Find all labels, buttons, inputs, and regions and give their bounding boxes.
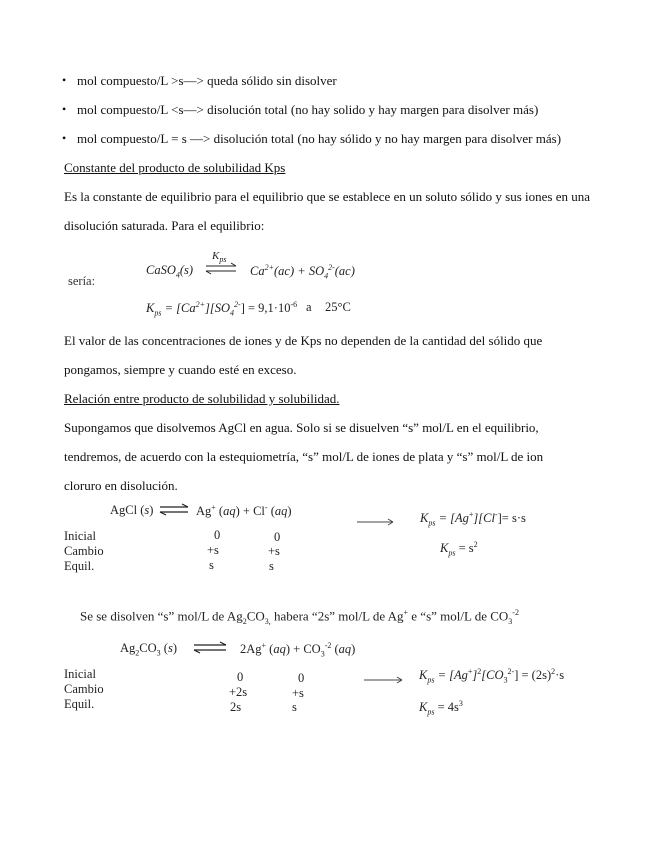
row-label: Cambio <box>64 682 104 696</box>
arrow-label: $K_{ps}$ <box>212 250 227 265</box>
kps-result: $K_{ps} = 4s^3$ <box>419 699 463 717</box>
table-cell: s <box>292 700 297 714</box>
agcl-products: Ag+ (aq) + Cl- (aq) <box>196 503 292 519</box>
paragraph-line: cloruro en disolución. <box>64 478 178 493</box>
bullet-item: mol compuesto/L >s—> queda sólido sin disolver <box>77 73 337 88</box>
paragraph-line: tendremos, de acuerdo con la estequiometría, “s” mol/L de iones de plata y “s” mol/L de ion <box>64 449 544 464</box>
table-cell: 0 <box>298 671 305 685</box>
paragraph-line: Supongamos que disolvemos AgCl en agua. Solo si se disuelven “s” mol/L en el equilibrio, <box>64 420 539 435</box>
reactant: CaSO$_4$(s) <box>146 263 194 280</box>
right-arrow <box>357 518 397 526</box>
table-cell: s <box>269 559 274 573</box>
kps-temp: 25°C <box>325 300 351 314</box>
bullet-marker: • <box>62 102 67 116</box>
row-label: Equil. <box>64 559 95 573</box>
section-heading: Relación entre producto de solubilidad y solubilidad. <box>64 391 340 406</box>
row-label: Inicial <box>64 667 96 681</box>
bullet-item: mol compuesto/L = s —> disolución total (no hay sólido y no hay margen para disolver más) <box>77 131 562 146</box>
equilibrium-arrow <box>160 505 190 515</box>
equilibrium-arrow <box>206 264 238 274</box>
table-cell: +2s <box>229 685 248 699</box>
products: $Ca^{2+}(ac) + SO_4^{2-}(ac)$ <box>250 263 355 281</box>
row-label: Inicial <box>64 529 96 543</box>
seria-label: sería: <box>68 274 96 288</box>
kps-result: $K_{ps} = s^2$ <box>440 540 478 558</box>
table-cell: +s <box>268 544 280 558</box>
paragraph-line: disolución saturada. Para el equilibrio: <box>64 218 265 233</box>
ag2co3-reactant: $Ag_2CO_3$ (s) <box>120 641 177 658</box>
agcl-reactant: AgCl (s) <box>110 503 154 517</box>
figure-caption: Se se disolven “s” mol/L de $Ag_2CO_{3,}$ habera “2s” mol/L de Ag+ e “s” mol/L de $CO_3^{-2}$ <box>80 608 519 626</box>
table-cell: 0 <box>237 670 244 684</box>
table-cell: +s <box>292 686 304 700</box>
bullet-item: mol compuesto/L <s—> disolución total (no hay solido y hay margen para disolver más) <box>77 102 539 117</box>
ag2co3-products: 2Ag+ $(aq) + CO_3^{-2}$ (aq) <box>240 641 356 659</box>
table-cell: 2s <box>230 700 242 714</box>
bullet-marker: • <box>62 73 67 87</box>
kps-expression: $K_{ps} = [Ag^+]^2[CO_3^{2-}] = (2s)^2\cdot s$ <box>419 667 565 685</box>
kps-expression: $K_{ps} = [Ca^{2+}][SO_4^{2-}] = 9,1\cdot 10^{-6}$ <box>146 300 298 318</box>
bullet-marker: • <box>62 131 67 145</box>
row-label: Cambio <box>64 544 104 558</box>
table-cell: +s <box>207 543 219 557</box>
paragraph-line: Es la constante de equilibrio para el equilibrio que se establece en un soluto sólido y sus iones en una <box>64 189 591 204</box>
table-cell: s <box>209 558 214 572</box>
paragraph-line: El valor de las concentraciones de iones y de Kps no dependen de la cantidad del sólido que <box>64 333 543 348</box>
paragraph-line: pongamos, siempre y cuando esté en exceso. <box>64 362 297 377</box>
section-heading: Constante del producto de solubilidad Kps <box>64 160 286 175</box>
kps-expression: $K_{ps} = [Ag^+][Cl^-]= s\cdot s$ <box>420 510 526 528</box>
table-cell: 0 <box>274 530 281 544</box>
equilibrium-arrow <box>194 643 228 653</box>
table-cell: 0 <box>214 528 221 542</box>
row-label: Equil. <box>64 697 95 711</box>
right-arrow <box>364 676 406 684</box>
kps-a: a <box>306 300 312 314</box>
